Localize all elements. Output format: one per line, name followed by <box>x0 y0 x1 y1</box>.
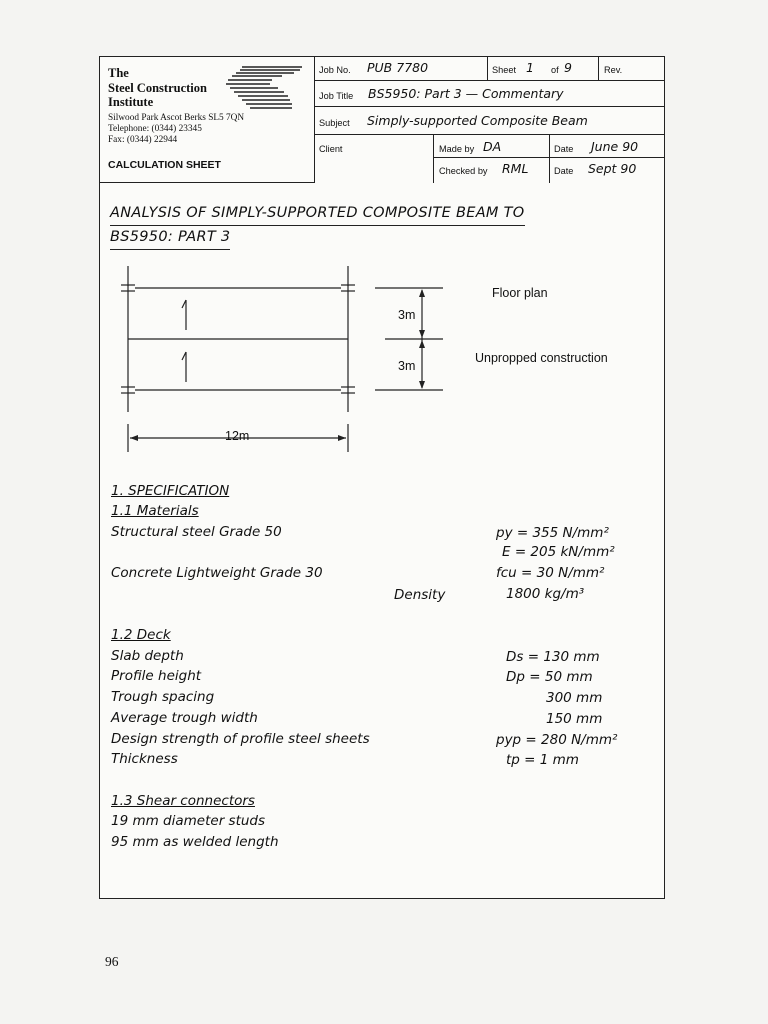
date-label: Date <box>554 166 574 176</box>
checked-by-label: Checked by <box>439 166 488 176</box>
job-title-value: BS5950: Part 3 — Commentary <box>368 86 564 101</box>
divider <box>549 135 550 183</box>
length-label: 12m <box>225 429 250 443</box>
sheet-number: 1 <box>526 60 534 75</box>
steel-label: Structural steel Grade 50 <box>111 524 282 540</box>
client-label: Client <box>319 144 343 154</box>
trough-spacing-value: 300 mm <box>546 690 603 706</box>
shear-heading: 1.3 Shear connectors <box>111 793 255 809</box>
fax: Fax: (0344) 22944 <box>108 135 178 145</box>
concrete-label: Concrete Lightweight Grade 30 <box>111 565 323 581</box>
Ds-value: Ds = 130 mm <box>506 649 600 665</box>
subject-value: Simply-supported Composite Beam <box>367 113 588 128</box>
span-label-top: 3m <box>398 308 416 322</box>
title-line-2: BS5950: PART 3 <box>110 226 230 250</box>
floor-plan-label: Floor plan <box>492 286 548 300</box>
E-value: E = 205 kN/mm² <box>502 544 615 560</box>
construction-label: Unpropped construction <box>475 351 608 365</box>
materials-heading: 1.1 Materials <box>111 503 199 519</box>
spec-heading: 1. SPECIFICATION <box>111 483 230 499</box>
slab-depth-label: Slab depth <box>111 648 184 664</box>
rev-label: Rev. <box>604 65 623 75</box>
profile-height-label: Profile height <box>111 668 202 684</box>
sci-logo-icon <box>222 63 304 113</box>
calculation-sheet <box>99 56 665 899</box>
telephone: Telephone: (0344) 23345 <box>108 124 202 134</box>
address-block <box>108 113 244 146</box>
pyp-value: pyp = 280 N/mm² <box>496 732 618 748</box>
made-by-label: Made by <box>439 144 475 154</box>
divider <box>598 57 599 81</box>
of-label: of <box>551 65 559 75</box>
header-organisation <box>100 57 315 183</box>
trough-spacing-label: Trough spacing <box>111 689 215 705</box>
checked-date-value: Sept 90 <box>588 161 637 176</box>
studs-label: 19 mm diameter studs <box>111 813 266 829</box>
org-line-1: The <box>108 66 129 80</box>
design-strength-label: Design strength of profile steel sheets <box>111 731 370 747</box>
density-value: 1800 kg/m³ <box>506 586 585 602</box>
address: Silwood Park Ascot Berks SL5 7QN <box>108 113 245 123</box>
org-line-3: Institute <box>108 95 154 109</box>
sheet-total: 9 <box>564 60 572 75</box>
checked-by-value: RML <box>502 161 529 176</box>
page-number: 96 <box>105 954 119 969</box>
welded-length-label: 95 mm as welded length <box>111 834 279 850</box>
org-line-2: Steel Construction <box>108 80 207 95</box>
deck-heading: 1.2 Deck <box>111 627 171 643</box>
tp-value: tp = 1 mm <box>506 752 579 768</box>
thickness-label: Thickness <box>111 751 178 767</box>
avg-trough-value: 150 mm <box>546 711 603 727</box>
page-title <box>110 202 525 250</box>
py-value: py = 355 N/mm² <box>496 525 609 541</box>
avg-trough-label: Average trough width <box>111 710 258 726</box>
made-by-value: DA <box>483 139 502 154</box>
sheet-label: Sheet <box>492 65 517 75</box>
density-label: Density <box>394 587 446 603</box>
job-title-label: Job Title <box>319 91 354 101</box>
subject-label: Subject <box>319 118 350 128</box>
organisation-name <box>108 66 207 110</box>
job-no-label: Job No. <box>319 65 351 75</box>
fcu-value: fcu = 30 N/mm² <box>496 565 605 581</box>
divider <box>433 135 434 183</box>
span-label-bottom: 3m <box>398 359 416 373</box>
Dp-value: Dp = 50 mm <box>506 669 593 685</box>
divider <box>487 57 488 81</box>
title-line-1: ANALYSIS OF SIMPLY-SUPPORTED COMPOSITE BEAM TO <box>110 202 525 226</box>
job-no-value: PUB 7780 <box>367 60 429 75</box>
date-label: Date <box>554 144 574 154</box>
made-date-value: June 90 <box>591 139 639 154</box>
calculation-sheet-label: CALCULATION SHEET <box>108 159 221 171</box>
